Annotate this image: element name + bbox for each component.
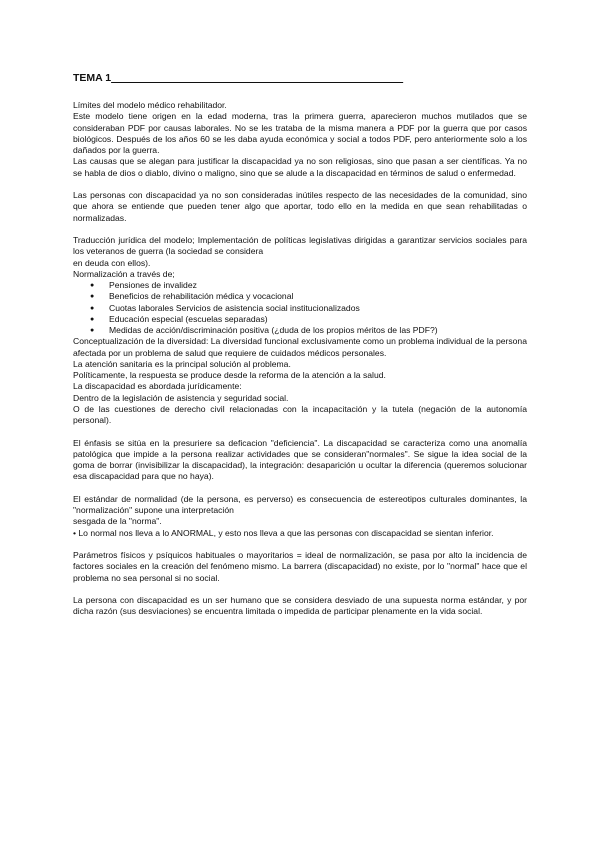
spacer bbox=[73, 179, 527, 190]
paragraph: Políticamente, la respuesta se produce desde la reforma de la atención a la salud. bbox=[73, 370, 386, 380]
document-title bbox=[73, 72, 473, 84]
list-item: ● Beneficios de rehabilitación médica y vocacional bbox=[73, 291, 527, 302]
paragraph: en deuda con ellos). bbox=[73, 257, 151, 268]
title-underline: __________________________________________________ bbox=[111, 72, 404, 84]
spacer bbox=[73, 539, 527, 550]
paragraph: • Lo normal nos lleva a lo ANORMAL, y esto nos lleva a que las personas con discapacidad se sientan inferior. bbox=[73, 527, 494, 538]
paragraph: Este modelo tiene origen en la edad moderna, tras la primera guerra, aparecieron muchos mutilados que se consideraban PDF por causas laborales. No se les trataba de la misma manera a PDF por la guerra que por casos biológicos. Después de los años 60 se les daba ayuda económica y social a todos PDF, pero anteriormente solo a los dañados por la guerra. bbox=[73, 111, 527, 155]
paragraph: Traducción jurídica del modelo; Implementación de políticas legislativas dirigidas a garantizar servicios sociales para los veteranos de guerra (la sociedad se considera bbox=[73, 235, 527, 257]
paragraph: Parámetros físicos y psíquicos habituales o mayoritarios = ideal de normalización, se pasa por alto la incidencia de factores sociales en la creación del fenómeno mismo. La barrera (discapacidad) no existe, por lo "normal" hace que el problema no sea personal si no social. bbox=[73, 550, 527, 583]
document-body bbox=[73, 100, 527, 618]
list-item: ● Pensiones de invalidez bbox=[73, 280, 527, 291]
paragraph: Las causas que se alegan para justificar la discapacidad ya no son religiosas, sino que pasan a ser científicas. Ya no se habla de dios o diablo, divino o maligno, sino que se alude a la discapacidad en términos de salud o enfermedad. bbox=[73, 156, 527, 178]
paragraph: Dentro de la legislación de asistencia y seguridad social. bbox=[73, 392, 289, 403]
spacer bbox=[73, 426, 527, 437]
paragraph: O de las cuestiones de derecho civil relacionadas con la incapacitación y la tutela (negación de la autonomía personal). bbox=[73, 403, 527, 425]
list-item: ● Medidas de acción/discriminación positiva (¿duda de los propios méritos de las PDF?) bbox=[73, 325, 527, 336]
list-item: ● Educación especial (escuelas separadas) bbox=[73, 314, 527, 325]
list-item: ● Cuotas laborales Servicios de asistencia social institucionalizados bbox=[73, 303, 527, 314]
paragraph: La atención sanitaria es la principal solución al problema. bbox=[73, 358, 291, 369]
paragraph: El estándar de normalidad (de la persona, es perverso) es consecuencia de estereotipos culturales dominantes, la "normalización" supone una interpretación bbox=[73, 493, 527, 515]
paragraph: El énfasis se sitúa en la presuriere sa deficacion "deficiencia". La discapacidad se caracteriza como una anomalía patológica que impide a la persona realizar actividades que se consideran"normales". Se sigue la idea social de la goma de borrar (invisibilizar la discapacidad), la integración: desaparición u ocultar la diferencia (queremos solucionar esa discapacidad para que no haya). bbox=[73, 437, 527, 482]
spacer bbox=[73, 584, 527, 595]
spacer bbox=[73, 224, 527, 235]
paragraph: La persona con discapacidad es un ser humano que se considera desviado de una supuesta norma estándar, y por dicha razón (sus desviaciones) se encuentra limitada o impedida de participar plenamente en la vida social. bbox=[73, 595, 527, 617]
paragraph: La discapacidad es abordada jurídicamente: bbox=[73, 381, 242, 392]
section-heading: Límites del modelo médico rehabilitador. bbox=[73, 100, 227, 110]
paragraph: Conceptualización de la diversidad: La diversidad funcional exclusivamente como un problema individual de la persona afectada por un problema de salud que requiere de cuidados médicos personales. bbox=[73, 336, 527, 358]
paragraph: Las personas con discapacidad ya no son consideradas inútiles respecto de las necesidades de la comunidad, sino que ahora se entiende que pueden tener algo que aportar, todo ello en la medida en que sean rehabilitadas o normalizadas. bbox=[73, 190, 527, 223]
title-text: TEMA 1 bbox=[73, 72, 112, 84]
spacer bbox=[73, 483, 527, 494]
paragraph: Normalización a través de; bbox=[73, 268, 175, 279]
paragraph: sesgada de la "norma". bbox=[73, 516, 162, 527]
bullet-list bbox=[73, 280, 527, 336]
